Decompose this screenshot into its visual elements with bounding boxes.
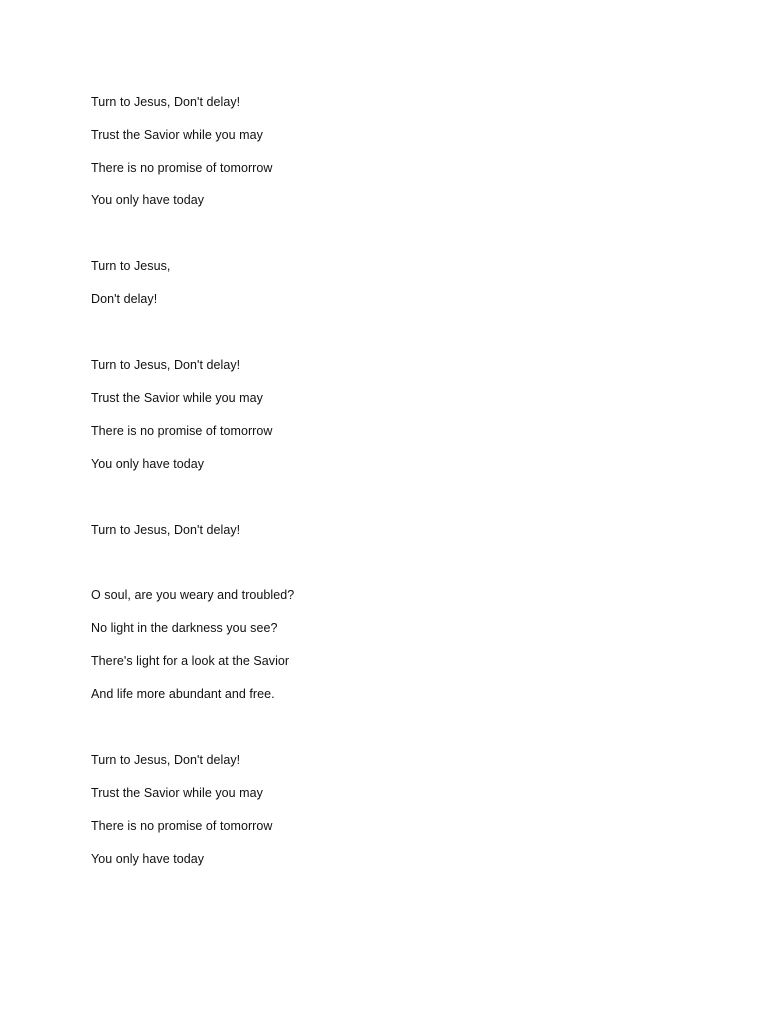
lyric-line: There is no promise of tomorrow — [91, 424, 273, 438]
lyric-line: Turn to Jesus, Don't delay! — [91, 753, 241, 767]
lyric-line: You only have today — [91, 457, 205, 471]
lyric-line: There's light for a look at the Savior — [91, 654, 290, 668]
lyric-line: No light in the darkness you see? — [91, 621, 278, 635]
lyric-line: O soul, are you weary and troubled? — [91, 588, 295, 602]
lyric-line: Don't delay! — [91, 292, 158, 306]
lyric-line: There is no promise of tomorrow — [91, 161, 273, 175]
lyric-line: Trust the Savior while you may — [91, 128, 263, 142]
lyric-line: Trust the Savior while you may — [91, 786, 263, 800]
lyric-line: Turn to Jesus, Don't delay! — [91, 523, 241, 537]
lyric-line: Trust the Savior while you may — [91, 391, 263, 405]
lyric-line: There is no promise of tomorrow — [91, 819, 273, 833]
lyric-line: You only have today — [91, 852, 205, 866]
lyric-line: And life more abundant and free. — [91, 687, 275, 701]
lyric-line: Turn to Jesus, — [91, 259, 171, 273]
lyric-line: Turn to Jesus, Don't delay! — [91, 358, 241, 372]
lyric-line: You only have today — [91, 193, 205, 207]
lyric-line: Turn to Jesus, Don't delay! — [91, 95, 241, 109]
